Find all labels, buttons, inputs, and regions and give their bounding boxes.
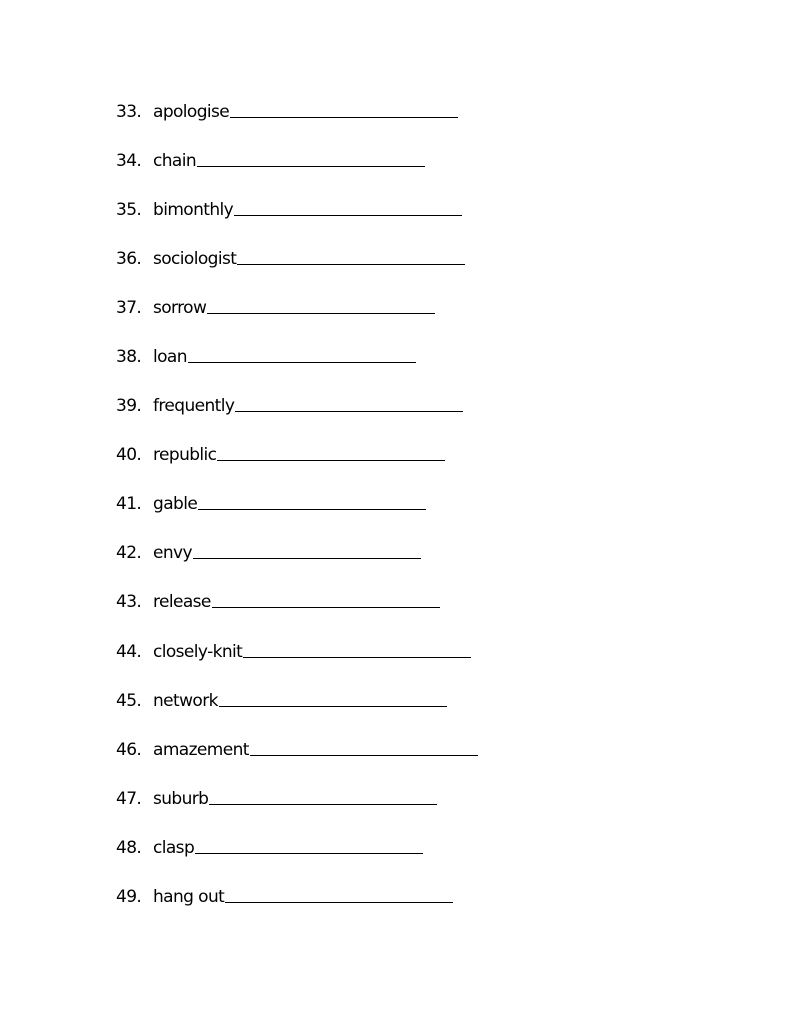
answer-blank[interactable] <box>217 460 445 461</box>
answer-blank[interactable] <box>212 607 440 608</box>
answer-blank[interactable] <box>243 657 471 658</box>
list-item <box>116 195 478 220</box>
answer-blank[interactable] <box>198 509 426 510</box>
answer-blank[interactable] <box>219 706 447 707</box>
item-number: 47. <box>116 788 142 809</box>
item-number: 40. <box>116 445 142 466</box>
item-word: gable <box>153 494 198 515</box>
list-item <box>116 637 478 662</box>
list-item <box>116 784 478 809</box>
item-number: 45. <box>116 690 142 711</box>
answer-blank[interactable] <box>197 166 425 167</box>
item-word: hang out <box>153 886 225 907</box>
item-word: closely-knit <box>153 641 243 662</box>
item-word: suburb <box>153 788 209 809</box>
item-number: 48. <box>116 837 142 858</box>
list-item <box>116 244 478 269</box>
list-item <box>116 489 478 514</box>
item-word: frequently <box>153 396 235 417</box>
list-item <box>116 342 478 367</box>
answer-blank[interactable] <box>209 804 437 805</box>
item-word: loan <box>153 347 187 368</box>
item-number: 43. <box>116 592 142 613</box>
item-number: 34. <box>116 151 142 172</box>
item-number: 33. <box>116 102 142 122</box>
list-item <box>116 293 478 318</box>
item-word: clasp <box>153 837 195 858</box>
answer-blank[interactable] <box>235 411 463 412</box>
item-number: 42. <box>116 543 142 564</box>
list-item <box>116 146 478 171</box>
answer-blank[interactable] <box>250 755 478 756</box>
list-item <box>116 686 478 711</box>
item-number: 46. <box>116 739 142 760</box>
list-item <box>116 882 478 907</box>
item-number: 38. <box>116 347 142 368</box>
list-item <box>116 538 478 563</box>
vocabulary-list <box>116 97 478 931</box>
answer-blank[interactable] <box>188 362 416 363</box>
item-number: 41. <box>116 494 142 515</box>
item-word: release <box>153 592 211 613</box>
list-item <box>116 97 478 122</box>
list-item <box>116 391 478 416</box>
answer-blank[interactable] <box>237 264 465 265</box>
item-word: chain <box>153 151 197 172</box>
item-word: envy <box>153 543 192 564</box>
item-word: bimonthly <box>153 200 234 221</box>
item-word: sorrow <box>153 298 207 319</box>
list-item <box>116 587 478 612</box>
item-word: sociologist <box>153 249 237 270</box>
answer-blank[interactable] <box>193 558 421 559</box>
answer-blank[interactable] <box>234 215 462 216</box>
list-item <box>116 833 478 858</box>
list-item <box>116 735 478 760</box>
item-word: amazement <box>153 739 249 760</box>
answer-blank[interactable] <box>225 902 453 903</box>
item-word: republic <box>153 445 217 466</box>
item-number: 35. <box>116 200 142 221</box>
item-word: network <box>153 690 218 711</box>
answer-blank[interactable] <box>207 313 435 314</box>
item-number: 39. <box>116 396 142 417</box>
list-item <box>116 440 478 465</box>
item-number: 37. <box>116 298 142 319</box>
answer-blank[interactable] <box>230 117 458 118</box>
item-number: 36. <box>116 249 142 270</box>
item-number: 44. <box>116 641 142 662</box>
item-word: apologise <box>153 102 230 122</box>
item-number: 49. <box>116 886 142 907</box>
answer-blank[interactable] <box>195 853 423 854</box>
